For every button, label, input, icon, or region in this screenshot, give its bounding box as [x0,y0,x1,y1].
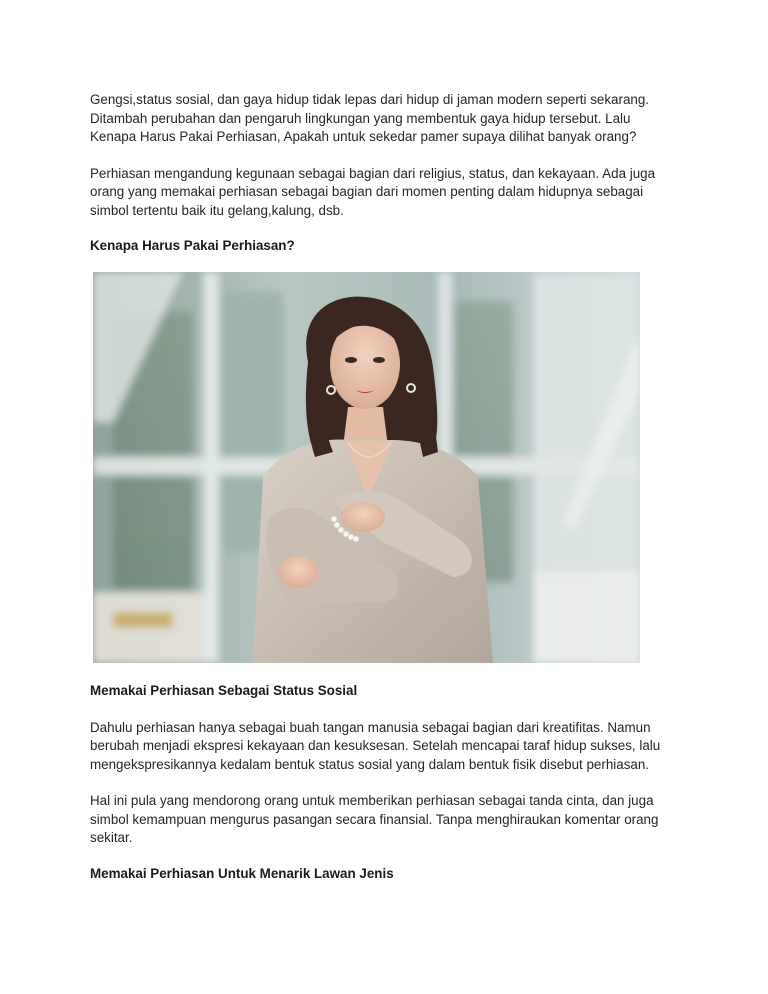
intro-p2-line-2: orang yang memakai perhiasan sebagai bagian dari momen penting dalam hidupnya sebagai [90,184,644,199]
section2-p1-line-3: mengekspresikannya kedalam bentuk status sosial yang dalam bentuk fisik disebut perhiasan. [90,756,650,772]
intro-p2-line-3: simbol tertentu baik itu gelang,kalung, dsb. [90,202,344,218]
article-intro [90,91,690,256]
section2-p2-line-2: simbol kemampuan mengurus pasangan secara finansial. Tanpa menghiraukan komentar orang [90,811,659,827]
photo-illustration [93,272,640,663]
section-status-sosial [90,682,690,883]
section2-p1-line-2: berubah menjadi ekspresi kekayaan dan kesuksesan. Setelah mencapai taraf hidup sukses, lalu [90,738,661,753]
article-photo [93,272,640,663]
section2-p2-line-1: Hal ini pula yang mendorong orang untuk memberikan perhiasan sebagai tanda cinta, dan juga [90,793,654,808]
section2-paragraph-1 [90,719,690,775]
section2-p2-line-3: sekitar. [90,830,133,845]
intro-p1-line-1: Gengsi,status sosial, dan gaya hidup tidak lepas dari hidup di jaman modern seperti sekarang. [90,92,650,107]
section-heading-status-sosial: Memakai Perhiasan Sebagai Status Sosial [90,683,358,698]
section2-paragraph-2 [90,792,690,848]
section-heading-lawan-jenis: Memakai Perhiasan Untuk Menarik Lawan Jenis [90,865,394,881]
intro-p2-line-1: Perhiasan mengandung kegunaan sebagai bagian dari religius, status, dan kekayaan. Ada juga [90,165,656,181]
section-heading-kenapa: Kenapa Harus Pakai Perhiasan? [90,238,295,253]
intro-p1-line-3: Kenapa Harus Pakai Perhiasan, Apakah untuk sekedar pamer supaya dilihat banyak orang? [90,129,637,144]
intro-p1-line-2: Ditambah perubahan dan pengaruh lingkungan yang membentuk gaya hidup tersebut. Lalu [90,110,631,126]
section2-p1-line-1: Dahulu perhiasan hanya sebagai buah tangan manusia sebagai bagian dari kreatifitas. Namun [90,719,651,735]
intro-paragraph-2 [90,165,690,221]
intro-paragraph-1 [90,91,690,147]
